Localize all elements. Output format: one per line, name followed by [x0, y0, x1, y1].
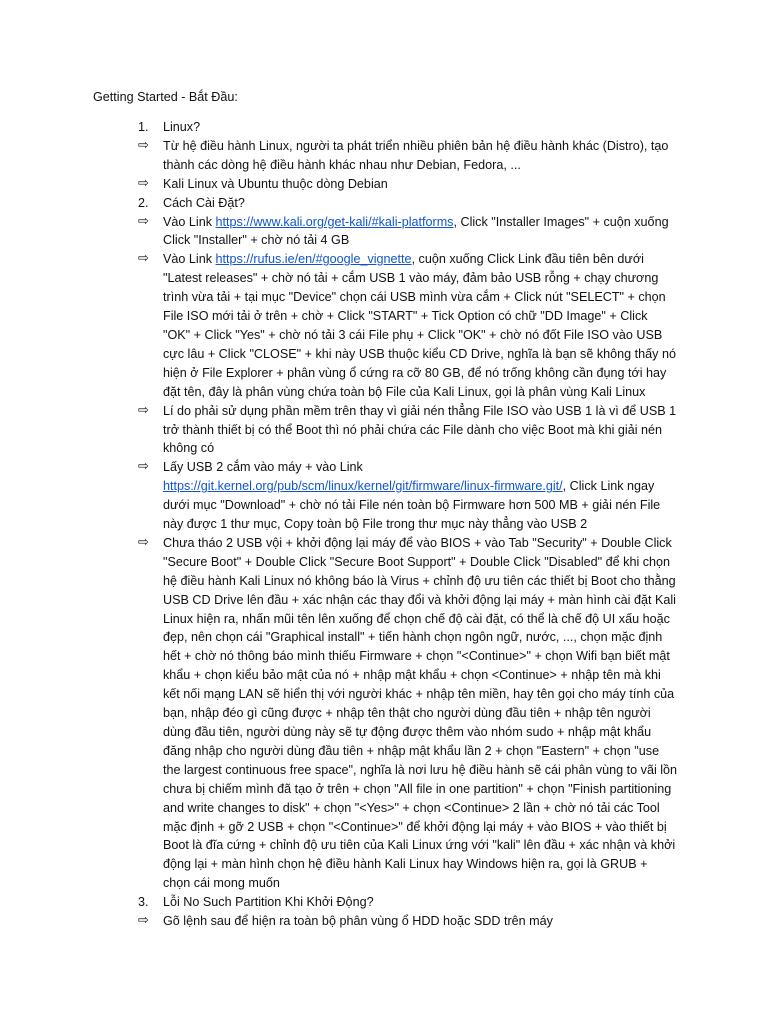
- item-text: [163, 893, 678, 912]
- text-run: Lấy USB 2 cắm vào máy + vào Link: [163, 460, 363, 475]
- hyperlink[interactable]: https://git.kernel.org/pub/scm/linux/kernel/git/firmware/linux-firmware.git/: [163, 479, 563, 494]
- arrow-bullet-item: [138, 137, 678, 175]
- item-number: 3.: [138, 895, 149, 910]
- arrow-bullet-item: [138, 250, 678, 401]
- item-text: [163, 534, 678, 893]
- text-run: Cách Cài Đặt?: [163, 195, 245, 210]
- text-run: Vào Link: [163, 252, 216, 267]
- text-run: Vào Link: [163, 214, 216, 229]
- text-run: , Click Link ngay dưới mục "Download" + chờ nó tải File nén toàn bộ Firmware hơn 500 MB + giải nén File này được 1 thư mục, Copy toàn bộ File trong thư mục này thẳng vào USB 2: [163, 479, 661, 532]
- text-run: Linux?: [163, 120, 201, 134]
- text-run: , cuộn xuống Click Link đầu tiên bên dưới "Latest releases" + chờ nó tải + cắm USB 1 vào máy, đảm bảo USB rỗng + chạy chương trình vừa tải + tại mục "Device" chọn cái USB mình vừa cắm + Click nút "SELECT" + chọn File ISO mới tải ở trên + chờ + Click "START" + Tick Option có chữ "DD Image" + Click "OK" + Click "Yes" + chờ nó tải 3 cái File phụ + Click "OK" + chờ nó đốt File ISO vào USB cực lâu + Click "CLOSE" + khi này USB thuộc kiểu CD Drive, nghĩa là bạn sẽ không thấy nó hiện ở File Explorer + phân vùng ổ cứng ra cỡ 80 GB, để nó trống không cần đụng tới hay đặt tên, đây là phân vùng chứa toàn bộ File của Kali Linux, gọi là phân vùng Kali Linux: [163, 252, 676, 399]
- arrow-bullet-icon: ⇨: [138, 137, 149, 153]
- item-text: [163, 118, 678, 137]
- item-text: [163, 912, 678, 931]
- text-run: Lí do phải sử dụng phần mềm trên thay vì giải nén thẳng File ISO vào USB 1 là vì để USB 1 trở thành thiết bị có thể Boot thì nó phải chứa các File dành cho việc Boot mà khi giải nén không có: [163, 403, 677, 456]
- arrow-bullet-item: [138, 458, 678, 534]
- text-run: Lỗi No Such Partition Khi Khởi Động?: [163, 895, 374, 910]
- doc-title: Getting Started - Bắt Đầu:: [93, 90, 238, 104]
- item-number: 1.: [138, 120, 149, 134]
- arrow-bullet-icon: ⇨: [138, 213, 149, 229]
- item-number: 2.: [138, 195, 149, 210]
- item-text: [163, 250, 678, 401]
- arrow-bullet-item: [138, 912, 678, 931]
- arrow-bullet-icon: ⇨: [138, 534, 149, 550]
- arrow-bullet-icon: ⇨: [138, 251, 149, 267]
- item-text: [163, 402, 678, 459]
- arrow-bullet-icon: ⇨: [138, 402, 149, 418]
- text-run: Chưa tháo 2 USB vội + khởi động lại máy để vào BIOS + vào Tab "Security" + Double Click "Secure Boot" + Double Click "Secure Boot Support" + Double Click "Disabled" để khi chọn hệ điều hành Kali Linux nó không báo là Virus + chỉnh độ ưu tiên các thiết bị Boot cho thằng USB CD Drive lên đầu + xác nhận các thay đổi và khởi động lại máy + màn hình cài đặt Kali Linux hiện ra, nhấn mũi tên lên xuống để chọn chế độ cài đặt, có thể là chế độ UI xấu hoặc đẹp, nên chọn cái "Graphical install" + tiến hành chọn ngôn ngữ, nước, ..., chọn mặc định hết + chờ nó thông báo mình thiếu Firmware + chọn "<Continue>" + chọn Wifi bạn biết mật khẩu + chọn kiểu bảo mật của nó + nhập mật khẩu + chọn <Continue> + nhập tên mà khi kết nối mạng LAN sẽ hiển thị với người khác + nhập tên miền, hay tên gọi cho máy tính của bạn, nhập đéo gì cũng được + nhập tên thật cho người dùng đầu tiên + nhập tên người dùng đầu tiên, người dùng này sẽ tự động được thêm vào nhóm sudo + nhập mật khẩu đăng nhập cho người dùng đầu tiên + nhập mật khẩu lần 2 + chọn "Eastern" + chọn "use the largest continuous free space", nghĩa là nơi lưu hệ điều hành sẽ cái phân vùng to vãi lồn chưa bị chiếm mình đã tạo ở trên + chọn "All file in one partition" + chọn "Finish partitioning and write changes to disk" + chọn "<Yes>" + chọn <Continue> 2 lần + chờ nó tải các Tool mặc định + gỡ 2 USB + chọn "<Continue>" để khởi động lại máy + vào BIOS + vào thiết bị Boot là đĩa cứng + chỉnh độ ưu tiên của Kali Linux ứng với "kali" lên đầu + xác nhận và khởi động lại + màn hình chọn hệ điều hành Kali Linux hay Windows hiện ra, gọi là GRUB + chọn cái mong muốn: [163, 535, 678, 891]
- doc-content: [138, 118, 678, 931]
- item-text: [163, 458, 678, 534]
- text-run: Kali Linux và Ubuntu thuộc dòng Debian: [163, 176, 388, 191]
- numbered-item: [138, 893, 678, 912]
- arrow-bullet-item: [138, 534, 678, 893]
- item-text: [163, 194, 678, 213]
- numbered-item: [138, 194, 678, 213]
- text-run: Từ hệ điều hành Linux, người ta phát triển nhiều phiên bản hệ điều hành khác (Distro), tạo thành các dòng hệ điều hành khác nhau như Debian, Fedora, ...: [163, 138, 669, 172]
- hyperlink[interactable]: https://rufus.ie/en/#google_vignette: [215, 252, 412, 267]
- arrow-bullet-icon: ⇨: [138, 459, 149, 475]
- item-text: [163, 175, 678, 194]
- arrow-bullet-item: [138, 213, 678, 251]
- numbered-item: [138, 118, 678, 137]
- item-text: [163, 137, 678, 175]
- arrow-bullet-item: [138, 402, 678, 459]
- text-run: , Click "Installer Images" + cuộn xuống Click "Installer" + chờ nó tải 4 GB: [163, 214, 669, 248]
- item-text: [163, 213, 678, 251]
- hyperlink[interactable]: https://www.kali.org/get-kali/#kali-platforms: [215, 214, 454, 229]
- arrow-bullet-icon: ⇨: [138, 913, 149, 929]
- text-run: Gõ lệnh sau để hiện ra toàn bộ phân vùng ổ HDD hoặc SDD trên máy: [163, 914, 553, 929]
- arrow-bullet-icon: ⇨: [138, 175, 149, 191]
- arrow-bullet-item: [138, 175, 678, 194]
